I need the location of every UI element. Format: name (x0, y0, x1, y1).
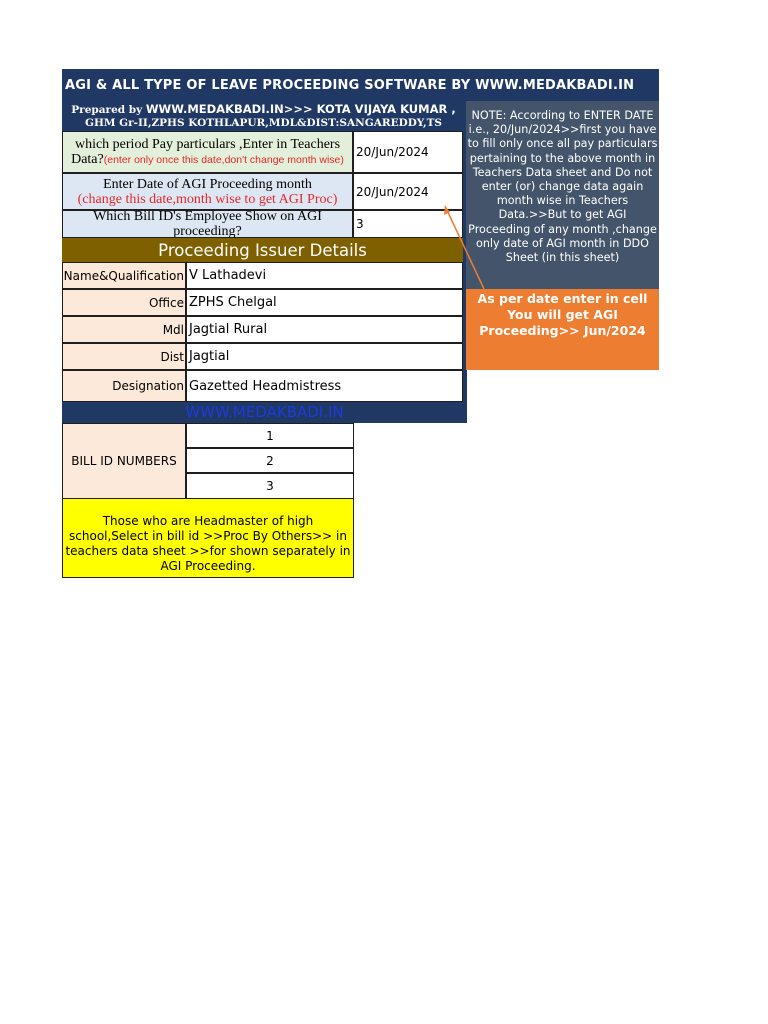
note-box: NOTE: According to ENTER DATE i.e., 20/Jun/2024>>first you have to fill only once all pay particulars pertaining to the above month in Teachers Data sheet and Do not enter (or) change data again month wise in Teachers Data.>>But to get AGI Proceeding of any month ,change only date of AGI month in DDO Sheet (in this sheet) (466, 101, 659, 289)
sheet-title: AGI & ALL TYPE OF LEAVE PROCEEDING SOFTWARE BY WWW.MEDAKBADI.IN (62, 69, 659, 101)
bill-show-cell[interactable]: 3 (353, 210, 463, 238)
agi-date-cell[interactable]: 20/Jun/2024 (353, 173, 463, 210)
agi-label-note: (change this date,month wise to get AGI Proc) (77, 191, 338, 207)
issuer-office-cell[interactable]: ZPHS Chelgal (186, 289, 463, 316)
issuer-mdl-cell[interactable]: Jagtial Rural (186, 316, 463, 343)
period-label (62, 131, 353, 173)
issuer-name-cell[interactable]: V Lathadevi (186, 262, 463, 289)
arrow-connector-icon (436, 195, 496, 295)
issuer-dist-cell[interactable]: Jagtial (186, 343, 463, 370)
prepared-by (64, 101, 463, 131)
prepared-line2: GHM Gr-II,ZPHS KOTHLAPUR,MDL&DIST:SANGAREDDY,TS (85, 117, 442, 129)
issuer-label-office: Office (62, 289, 186, 316)
period-label-main: which period Pay particulars ,Enter in Teachers Data? (71, 136, 341, 167)
issuer-heading: Proceeding Issuer Details (62, 238, 463, 262)
bill-id-row-2[interactable]: 2 (186, 448, 354, 473)
headmaster-note: Those who are Headmaster of high school,Select in bill id >>Proc By Others>> in teachers data sheet >>for shown separately in AGI Proceeding. (62, 498, 354, 578)
issuer-label-dist: Dist (62, 343, 186, 370)
agi-month-info: As per date enter in cell You will get AGI Proceeding>> Jun/2024 (466, 289, 659, 370)
issuer-label-designation: Designation (62, 370, 186, 402)
agi-date-label (62, 173, 353, 210)
issuer-label-mdl: Mdl (62, 316, 186, 343)
period-label-note: (enter only once this date,don't change month wise) (103, 153, 344, 166)
bill-id-row-1[interactable]: 1 (186, 423, 354, 448)
prepared-prefix: Prepared by (71, 104, 146, 116)
issuer-designation-cell[interactable]: Gazetted Headmistress (186, 370, 463, 402)
agi-label-main: Enter Date of AGI Proceeding month (103, 176, 312, 192)
bill-show-label: Which Bill ID's Employee Show on AGI proceeding? (62, 210, 353, 238)
bill-id-row-3[interactable]: 3 (186, 473, 354, 499)
prepared-link[interactable]: WWW.MEDAKBADI.IN>>> KOTA VIJAYA KUMAR , (145, 102, 456, 116)
bill-id-label: BILL ID NUMBERS (62, 423, 186, 499)
issuer-label-name: Name&Qualification (62, 262, 186, 289)
period-date-cell[interactable]: 20/Jun/2024 (353, 131, 463, 173)
medakbadi-link[interactable]: WWW.MEDAKBADI.IN (62, 402, 467, 423)
